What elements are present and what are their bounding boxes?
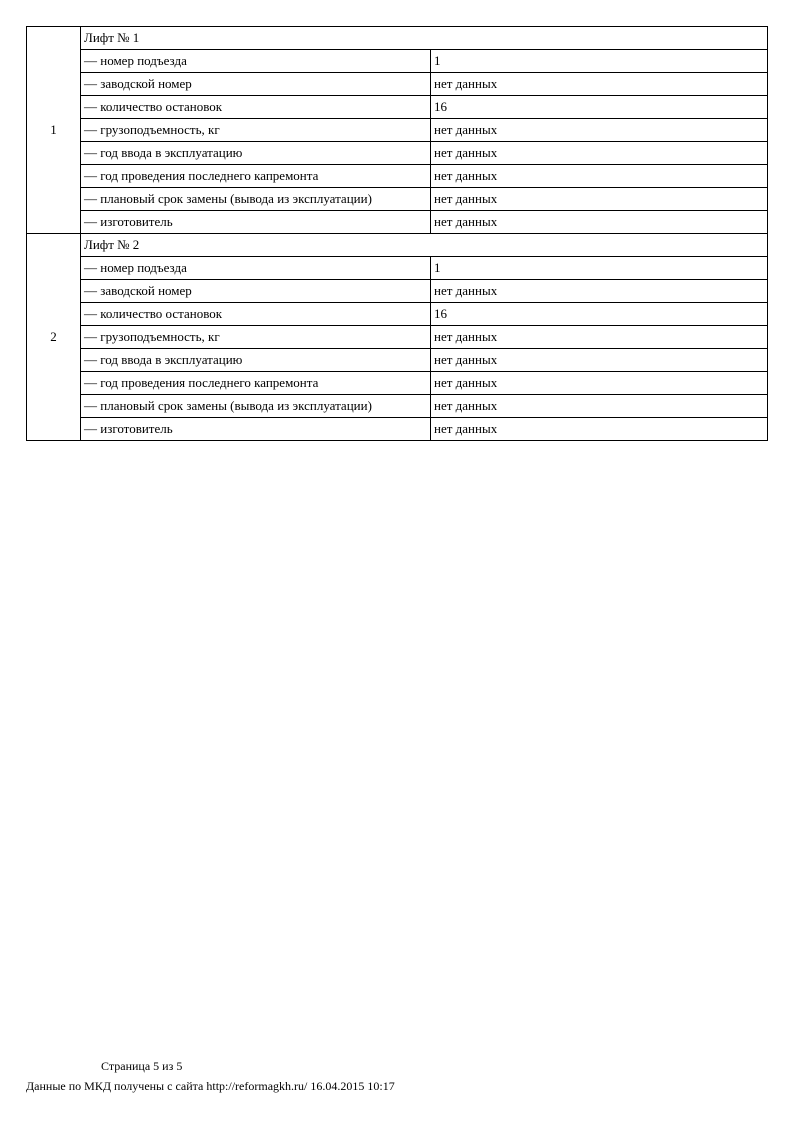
lift-title-row — [27, 27, 768, 50]
param-label: — изготовитель — [81, 211, 431, 234]
table-row — [27, 395, 768, 418]
param-label: — номер подъезда — [81, 257, 431, 280]
param-label: — количество остановок — [81, 96, 431, 119]
table-row — [27, 50, 768, 73]
table-row — [27, 372, 768, 395]
table-row — [27, 96, 768, 119]
param-value: нет данных — [431, 418, 768, 441]
source-note: Данные по МКД получены с сайта http://reformagkh.ru/ 16.04.2015 10:17 — [26, 1079, 395, 1093]
param-label: — грузоподъемность, кг — [81, 326, 431, 349]
lift-title: Лифт № 1 — [81, 27, 768, 50]
page-number: Страница 5 из 5 — [101, 1059, 183, 1073]
param-value: нет данных — [431, 280, 768, 303]
table-row — [27, 303, 768, 326]
table-row — [27, 257, 768, 280]
table-row — [27, 188, 768, 211]
table-row — [27, 142, 768, 165]
param-value: нет данных — [431, 119, 768, 142]
param-value: нет данных — [431, 188, 768, 211]
param-label: — год проведения последнего капремонта — [81, 165, 431, 188]
param-value: нет данных — [431, 165, 768, 188]
param-value: нет данных — [431, 372, 768, 395]
table-row — [27, 211, 768, 234]
param-value: нет данных — [431, 211, 768, 234]
param-value: 16 — [431, 303, 768, 326]
table-row — [27, 418, 768, 441]
param-value: нет данных — [431, 142, 768, 165]
param-value: нет данных — [431, 326, 768, 349]
param-value: нет данных — [431, 349, 768, 372]
table-row — [27, 119, 768, 142]
param-label: — номер подъезда — [81, 50, 431, 73]
param-value: 1 — [431, 257, 768, 280]
param-label: — изготовитель — [81, 418, 431, 441]
param-label: — грузоподъемность, кг — [81, 119, 431, 142]
param-label: — заводской номер — [81, 73, 431, 96]
param-value: 1 — [431, 50, 768, 73]
lift-index: 1 — [27, 27, 81, 234]
param-value: 16 — [431, 96, 768, 119]
lifts-table — [26, 26, 768, 441]
param-label: — год ввода в эксплуатацию — [81, 142, 431, 165]
param-value: нет данных — [431, 395, 768, 418]
lift-title-row — [27, 234, 768, 257]
param-value: нет данных — [431, 73, 768, 96]
param-label: — плановый срок замены (вывода из эксплуатации) — [81, 395, 431, 418]
table-row — [27, 280, 768, 303]
param-label: — плановый срок замены (вывода из эксплуатации) — [81, 188, 431, 211]
param-label: — количество остановок — [81, 303, 431, 326]
table-row — [27, 326, 768, 349]
table-row — [27, 165, 768, 188]
param-label: — заводской номер — [81, 280, 431, 303]
lift-title: Лифт № 2 — [81, 234, 768, 257]
table-row — [27, 73, 768, 96]
param-label: — год ввода в эксплуатацию — [81, 349, 431, 372]
table-row — [27, 349, 768, 372]
lift-index: 2 — [27, 234, 81, 441]
param-label: — год проведения последнего капремонта — [81, 372, 431, 395]
